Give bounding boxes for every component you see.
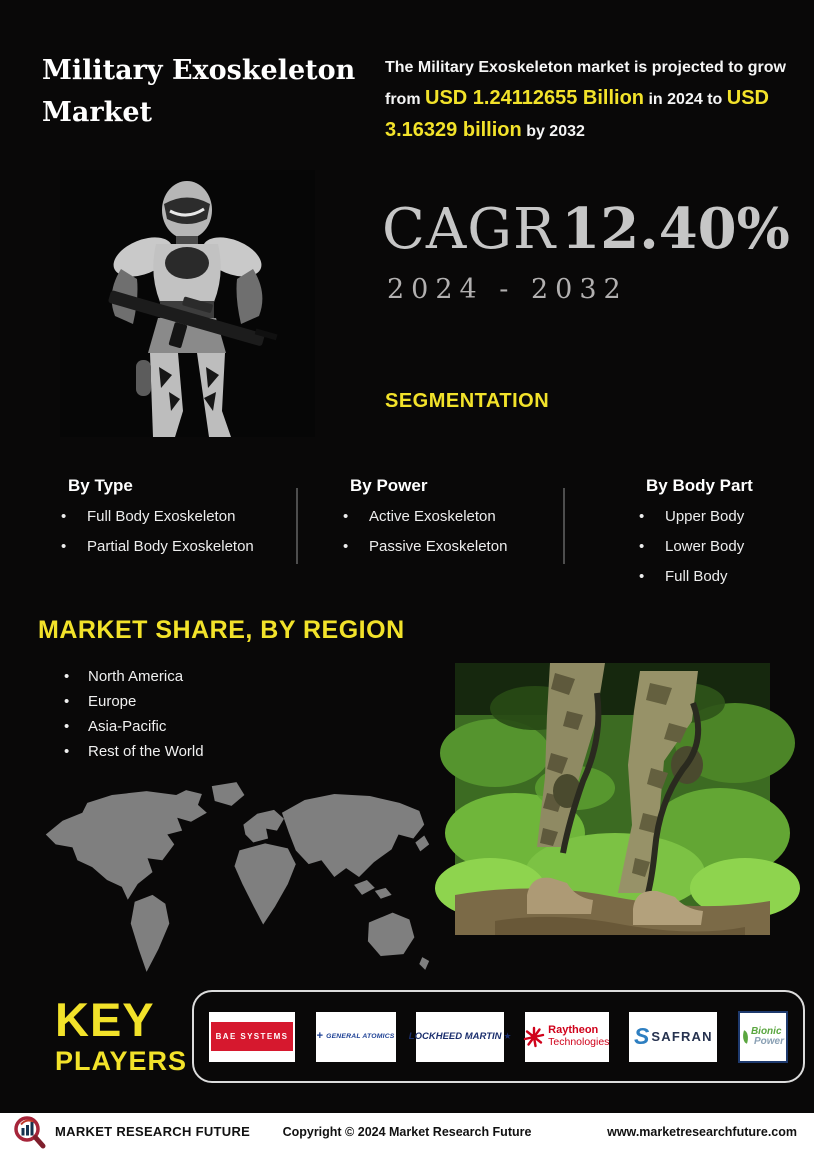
logo-general-atomics bbox=[316, 1012, 396, 1062]
atomic-cross-icon: + bbox=[316, 1030, 324, 1042]
world-map-silhouette bbox=[28, 772, 443, 987]
intro-value-2032: USD 3.16329 billion bbox=[385, 87, 769, 141]
segmentation-group-title: By Body Part bbox=[646, 476, 753, 495]
cagr-value: 12.40% bbox=[561, 196, 790, 262]
intro-lead: The Military Exoskeleton market is projected to grow from bbox=[385, 59, 786, 108]
exoskeleton-legs-illustration bbox=[455, 663, 770, 935]
star-icon: ★ bbox=[503, 1031, 512, 1041]
logo-bae-systems bbox=[209, 1012, 295, 1062]
logo-raytheon-technologies bbox=[525, 1012, 609, 1062]
region-item: • Europe bbox=[64, 693, 204, 710]
segmentation-list bbox=[343, 508, 507, 555]
key-players-heading-key: KEY bbox=[55, 993, 155, 1046]
segmentation-heading: SEGMENTATION bbox=[385, 390, 550, 412]
segmentation-group-title: By Type bbox=[68, 476, 133, 495]
bionic-power-wordmark-line2: Power bbox=[753, 1035, 784, 1047]
segmentation-item: • Full Body bbox=[639, 568, 753, 585]
bae-systems-wordmark: BAE SYSTEMS bbox=[211, 1022, 294, 1051]
segmentation-group-title: By Power bbox=[350, 476, 428, 495]
key-players-panel bbox=[192, 990, 805, 1083]
general-atomics-wordmark: GENERAL ATOMICS bbox=[326, 1033, 395, 1040]
segmentation-item: • Partial Body Exoskeleton bbox=[61, 538, 254, 555]
intro-text bbox=[385, 52, 797, 147]
safran-s-icon: S bbox=[634, 1023, 650, 1049]
exoskeleton-legs-image bbox=[455, 663, 770, 935]
cagr-label: CAGR bbox=[382, 197, 557, 262]
raytheon-wordmark-line2: Technologies bbox=[548, 1035, 610, 1048]
soldier-exoskeleton-image bbox=[60, 170, 315, 437]
mrf-magnifier-chart-logo-icon bbox=[13, 1115, 47, 1149]
cagr-headline bbox=[382, 196, 790, 262]
logo-lockheed-martin bbox=[408, 1012, 512, 1062]
lockheed-martin-wordmark: LOCKHEED MARTIN bbox=[408, 1031, 502, 1042]
segmentation-group-power bbox=[350, 476, 507, 568]
footer-copyright: Copyright © 2024 Market Research Future bbox=[282, 1124, 532, 1139]
segmentation-item: • Lower Body bbox=[639, 538, 753, 555]
segmentation-divider bbox=[296, 488, 298, 564]
soldier-exoskeleton-illustration bbox=[60, 170, 315, 437]
market-share-heading: MARKET SHARE, BY REGION bbox=[38, 616, 405, 644]
region-item: • Rest of the World bbox=[64, 743, 204, 760]
segmentation-group-body-part bbox=[646, 476, 753, 598]
segmentation-item: • Passive Exoskeleton bbox=[343, 538, 507, 555]
footer-brand-name: MARKET RESEARCH FUTURE bbox=[55, 1124, 251, 1139]
intro-mid: in 2024 to bbox=[648, 91, 723, 108]
cagr-period: 2024 - 2032 bbox=[387, 274, 628, 305]
region-item: • North America bbox=[64, 668, 204, 685]
intro-value-2024: USD 1.24112655 Billion bbox=[425, 87, 645, 109]
segmentation-item: • Active Exoskeleton bbox=[343, 508, 507, 525]
segmentation-divider bbox=[563, 488, 565, 564]
footer-bar bbox=[0, 1113, 814, 1150]
key-players-heading-players: PLAYERS bbox=[55, 1046, 188, 1076]
world-map bbox=[28, 772, 443, 987]
logo-safran bbox=[629, 1012, 717, 1062]
footer-website-link[interactable]: www.marketresearchfuture.com bbox=[607, 1124, 797, 1139]
key-players-heading bbox=[55, 993, 188, 1076]
footer-brand bbox=[13, 1115, 250, 1149]
starburst-icon bbox=[524, 1027, 544, 1047]
segmentation-item: • Full Body Exoskeleton bbox=[61, 508, 254, 525]
safran-wordmark: SAFRAN bbox=[651, 1029, 713, 1044]
intro-tail: by 2032 bbox=[526, 123, 585, 140]
segmentation-list bbox=[61, 508, 254, 555]
bionic-power-wordmark-line1: Bionic bbox=[750, 1026, 782, 1037]
region-list bbox=[64, 668, 204, 768]
segmentation-item: • Upper Body bbox=[639, 508, 753, 525]
segmentation-group-type bbox=[68, 476, 254, 568]
raytheon-wordmark-line1: Raytheon bbox=[548, 1024, 599, 1037]
region-item: • Asia-Pacific bbox=[64, 718, 204, 735]
leaf-icon bbox=[740, 1030, 750, 1044]
page-title: Military Exoskeleton Market bbox=[42, 55, 356, 128]
logo-bionic-power bbox=[738, 1011, 788, 1063]
segmentation-list bbox=[639, 508, 753, 585]
